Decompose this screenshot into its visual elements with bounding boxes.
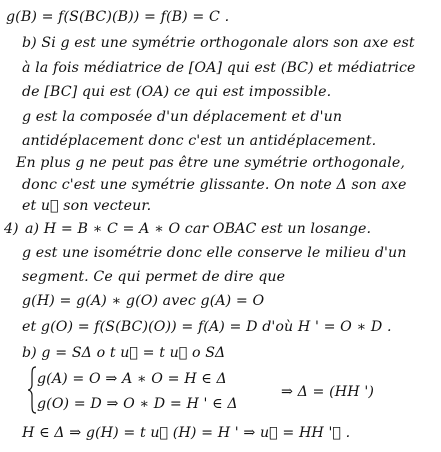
text-line: a) H = B ∗ C = A ∗ O car OBAC est un losange. xyxy=(25,221,372,237)
equation-line: g(A) = O ⇒ A ∗ O = H ∈ Δ xyxy=(37,371,227,387)
equation-line: ⇒ Δ = (HH ') xyxy=(281,384,374,400)
text-line: g est la composée d'un déplacement et d'un xyxy=(22,109,343,125)
text-line: antidéplacement donc c'est un antidéplacement. xyxy=(22,133,377,149)
text-line: de [BC] qui est (OA) ce qui est impossible. xyxy=(22,84,332,100)
text-line: b) Si g est une symétrie orthogonale alors son axe est xyxy=(22,35,415,51)
equation-line: g(O) = D ⇒ O ∗ D = H ' ∈ Δ xyxy=(37,396,238,412)
equation-line: g(B) = f(S(BC)(B)) = f(B) = C . xyxy=(6,9,230,25)
text-line: donc c'est une symétrie glissante. On note Δ son axe xyxy=(22,177,407,193)
equation-line: et g(O) = f(S(BC)(O)) = f(A) = D d'où H ' = O ∗ D . xyxy=(22,319,392,335)
system-brace xyxy=(27,366,37,414)
text-line: En plus g ne peut pas être une symétrie orthogonale, xyxy=(16,155,405,171)
equation-line: g(H) = g(A) ∗ g(O) avec g(A) = O xyxy=(22,293,265,309)
equation-line: b) g = SΔ o t u⃗ = t u⃗ o SΔ xyxy=(22,345,226,361)
text-line: et u⃗ son vecteur. xyxy=(22,198,152,214)
equation-line: H ∈ Δ ⇒ g(H) = t u⃗ (H) = H ' ⇒ u⃗ = HH '⃗ . xyxy=(22,425,351,441)
text-line: segment. Ce qui permet de dire que xyxy=(22,269,286,285)
text-line: g est une isométrie donc elle conserve le milieu d'un xyxy=(22,245,407,261)
item-number: 4) xyxy=(4,221,19,237)
text-line: à la fois médiatrice de [OA] qui est (BC) et médiatrice xyxy=(22,60,416,76)
